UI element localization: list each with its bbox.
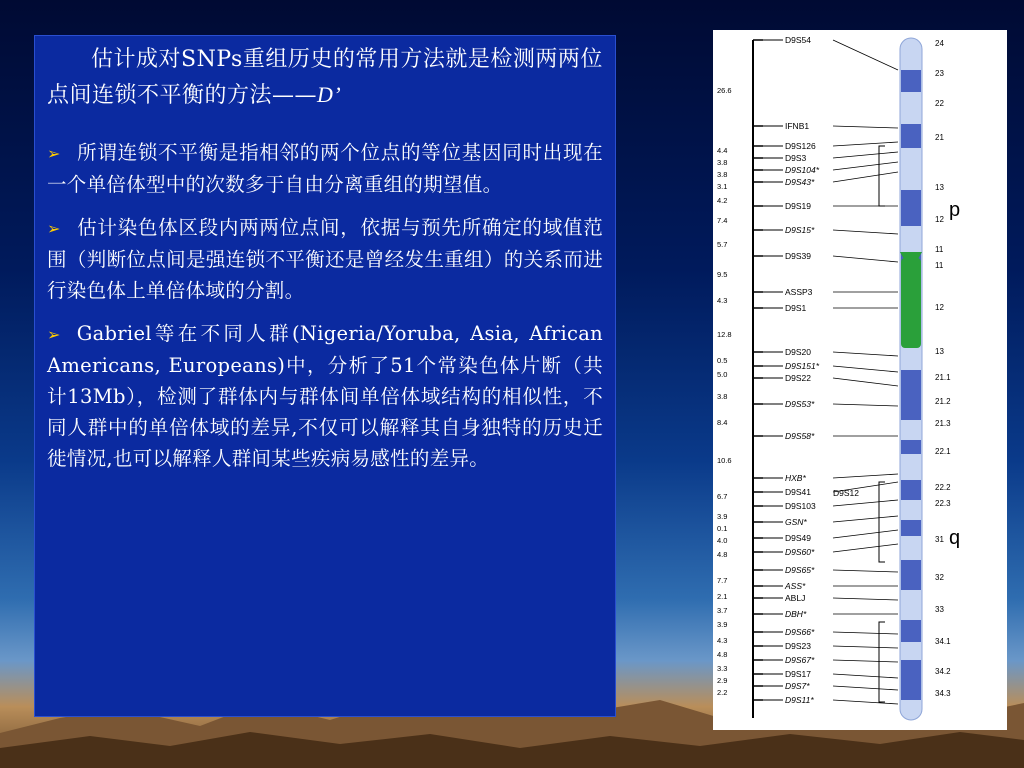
marker-label: D9S53* <box>785 399 815 409</box>
marker-label: D9S126 <box>785 141 816 151</box>
marker-pointer-line <box>833 352 898 356</box>
distance-label: 4.3 <box>717 636 728 645</box>
chromosome-band <box>901 520 921 536</box>
marker-pointer-line <box>833 660 898 662</box>
distance-label: 3.9 <box>717 512 728 521</box>
distance-label: 7.4 <box>717 216 728 225</box>
distance-label: 4.2 <box>717 196 728 205</box>
marker-pointer-line <box>833 570 898 572</box>
marker-label: D9S39 <box>785 251 811 261</box>
marker-label: D9S17 <box>785 669 811 679</box>
band-label: 21 <box>935 133 944 142</box>
marker-pointer-line <box>833 162 898 170</box>
marker-label: ASSP3 <box>785 287 813 297</box>
title-text: 估计成对SNPs重组历史的常用方法就是检测两两位点间连锁不平衡的方法—— <box>47 47 603 108</box>
chromosome-band <box>901 190 921 226</box>
distance-label: 3.8 <box>717 392 728 401</box>
marker-label: D9S41 <box>785 487 811 497</box>
band-label: 34.2 <box>935 667 951 676</box>
bullet-3-text: Gabriel等在不同人群(Nigeria/Yoruba, Asia, African Americans, Europeans)中，分析了51个常染色体片断（共计13Mb），检测了群体内与群体间单倍体域结构的相似性，不同人群中的单倍体域的差异,不仅可以解释其自身独特的历史迁徙情况,也可以解释人群间某些疾病易感性的差异。 <box>47 322 603 470</box>
chromosome-9-map-figure <box>713 30 1007 730</box>
band-label: 22.3 <box>935 499 951 508</box>
bullet-2-text: 估计染色体区段内两两位点间，依据与预先所确定的域值范围（判断位点间是强连锁不平衡还是曾经发生重组）的关系而进行染色体上单倍体域的分割。 <box>47 216 603 302</box>
marker-label: D9S54 <box>785 35 811 45</box>
band-label: 24 <box>935 39 944 48</box>
distance-label: 3.8 <box>717 170 728 179</box>
marker-pointer-line <box>833 646 898 648</box>
distance-label: 0.5 <box>717 356 728 365</box>
marker-label: HXB* <box>785 473 806 483</box>
marker-label: D9S60* <box>785 547 815 557</box>
marker-pointer-line <box>833 40 898 70</box>
distance-label: 4.8 <box>717 650 728 659</box>
marker-label: D9S66* <box>785 627 815 637</box>
arm-label-q: q <box>949 527 961 549</box>
distance-label: 3.8 <box>717 158 728 167</box>
chromosome-band <box>901 370 921 420</box>
marker-pointer-line <box>833 516 898 522</box>
band-label: 22.2 <box>935 483 951 492</box>
marker-label: D9S151* <box>785 361 820 371</box>
marker-pointer-line <box>833 378 898 386</box>
distance-label: 4.4 <box>717 146 728 155</box>
marker-label: DBH* <box>785 609 807 619</box>
marker-label: ASS* <box>785 581 806 591</box>
distance-label: 7.7 <box>717 576 728 585</box>
distance-label: 26.6 <box>717 86 732 95</box>
chromosome-band <box>901 560 921 590</box>
marker-pointer-line <box>833 598 898 600</box>
marker-pointer-line <box>833 530 898 538</box>
chromosome-diagram <box>713 30 1007 730</box>
marker-label: D9S104* <box>785 165 820 175</box>
marker-label: D9S3 <box>785 153 807 163</box>
distance-label: 8.4 <box>717 418 728 427</box>
title-symbol: D’ <box>317 82 342 107</box>
band-label: 31 <box>935 535 944 544</box>
band-label: 11 <box>935 261 944 270</box>
distance-label: 2.1 <box>717 592 728 601</box>
band-label: 21.3 <box>935 419 951 428</box>
distance-label: 3.1 <box>717 182 728 191</box>
band-label: 22 <box>935 99 944 108</box>
marker-label: D9S43* <box>785 177 815 187</box>
marker-label: D9S15* <box>785 225 815 235</box>
marker-pointer-line <box>833 404 898 406</box>
band-label: 21.1 <box>935 373 951 382</box>
band-label: 21.2 <box>935 397 951 406</box>
distance-label: 2.2 <box>717 688 728 697</box>
band-label: 23 <box>935 69 944 78</box>
arm-label-p: p <box>949 199 961 221</box>
bullet-arrow-icon: ➢ <box>47 325 61 344</box>
marker-pointer-line <box>833 126 898 128</box>
band-label: 13 <box>935 347 944 356</box>
chromosome-band <box>901 440 921 454</box>
distance-label: 12.8 <box>717 330 732 339</box>
marker-pointer-line <box>833 632 898 634</box>
band-label: 12 <box>935 303 944 312</box>
content-text-box <box>34 35 616 717</box>
chromosome-band <box>901 70 921 92</box>
marker-pointer-line <box>833 474 898 478</box>
distance-label: 6.7 <box>717 492 728 501</box>
band-label: 22.1 <box>935 447 951 456</box>
marker-label: D9S7* <box>785 681 810 691</box>
chromosome-band <box>901 660 921 700</box>
slide-title <box>47 42 603 113</box>
marker-label: D9S49 <box>785 533 811 543</box>
band-label: 33 <box>935 605 944 614</box>
marker-pointer-line <box>833 142 898 146</box>
distance-label: 2.9 <box>717 676 728 685</box>
marker-pointer-line <box>833 172 898 182</box>
distance-label: 4.3 <box>717 296 728 305</box>
marker-label: D9S19 <box>785 201 811 211</box>
marker-label: ABLJ <box>785 593 806 603</box>
marker-pointer-line <box>833 700 898 704</box>
distance-label: 0.1 <box>717 524 728 533</box>
bullet-arrow-icon: ➢ <box>47 219 61 238</box>
bullet-2 <box>47 212 603 306</box>
distance-label: 3.3 <box>717 664 728 673</box>
band-label: 34.3 <box>935 689 951 698</box>
group-bracket <box>879 482 885 562</box>
marker-pointer-line <box>833 366 898 372</box>
marker-pointer-line <box>833 152 898 158</box>
marker-label: D9S58* <box>785 431 815 441</box>
distance-label: 4.8 <box>717 550 728 559</box>
marker-pointer-line <box>833 230 898 234</box>
distance-label: 3.9 <box>717 620 728 629</box>
chromosome-band <box>901 620 921 642</box>
marker-pointer-line <box>833 256 898 262</box>
bullet-arrow-icon: ➢ <box>47 144 61 163</box>
band-label: 13 <box>935 183 944 192</box>
marker-pointer-line <box>833 500 898 506</box>
centromere-heterochromatin <box>901 258 921 348</box>
marker-label: D9S103 <box>785 501 816 511</box>
distance-label: 10.6 <box>717 456 732 465</box>
band-label: 11 <box>935 245 944 254</box>
marker-pointer-line <box>833 674 898 678</box>
marker-label: D9S22 <box>785 373 811 383</box>
marker-pointer-line <box>833 544 898 552</box>
marker-label: D9S1 <box>785 303 807 313</box>
distance-label: 4.0 <box>717 536 728 545</box>
bullet-3 <box>47 318 603 474</box>
group-label: D9S12 <box>833 488 859 498</box>
marker-label: D9S67* <box>785 655 815 665</box>
distance-label: 5.7 <box>717 240 728 249</box>
distance-label: 5.0 <box>717 370 728 379</box>
distance-label: 3.7 <box>717 606 728 615</box>
distance-label: 9.5 <box>717 270 728 279</box>
marker-label: GSN* <box>785 517 807 527</box>
marker-label: D9S20 <box>785 347 811 357</box>
marker-pointer-line <box>833 686 898 690</box>
band-label: 32 <box>935 573 944 582</box>
band-label: 34.1 <box>935 637 951 646</box>
band-label: 12 <box>935 215 944 224</box>
bullet-1 <box>47 137 603 200</box>
chromosome-band <box>901 124 921 148</box>
upper-bracket <box>879 146 885 206</box>
marker-label: D9S23 <box>785 641 811 651</box>
marker-label: D9S11* <box>785 695 814 705</box>
marker-label: IFNB1 <box>785 121 810 131</box>
bullet-1-text: 所谓连锁不平衡是指相邻的两个位点的等位基因同时出现在一个单倍体型中的次数多于自由分离重组的期望值。 <box>47 141 603 196</box>
marker-label: D9S65* <box>785 565 815 575</box>
chromosome-band <box>901 480 921 500</box>
lower-bracket <box>879 622 885 702</box>
